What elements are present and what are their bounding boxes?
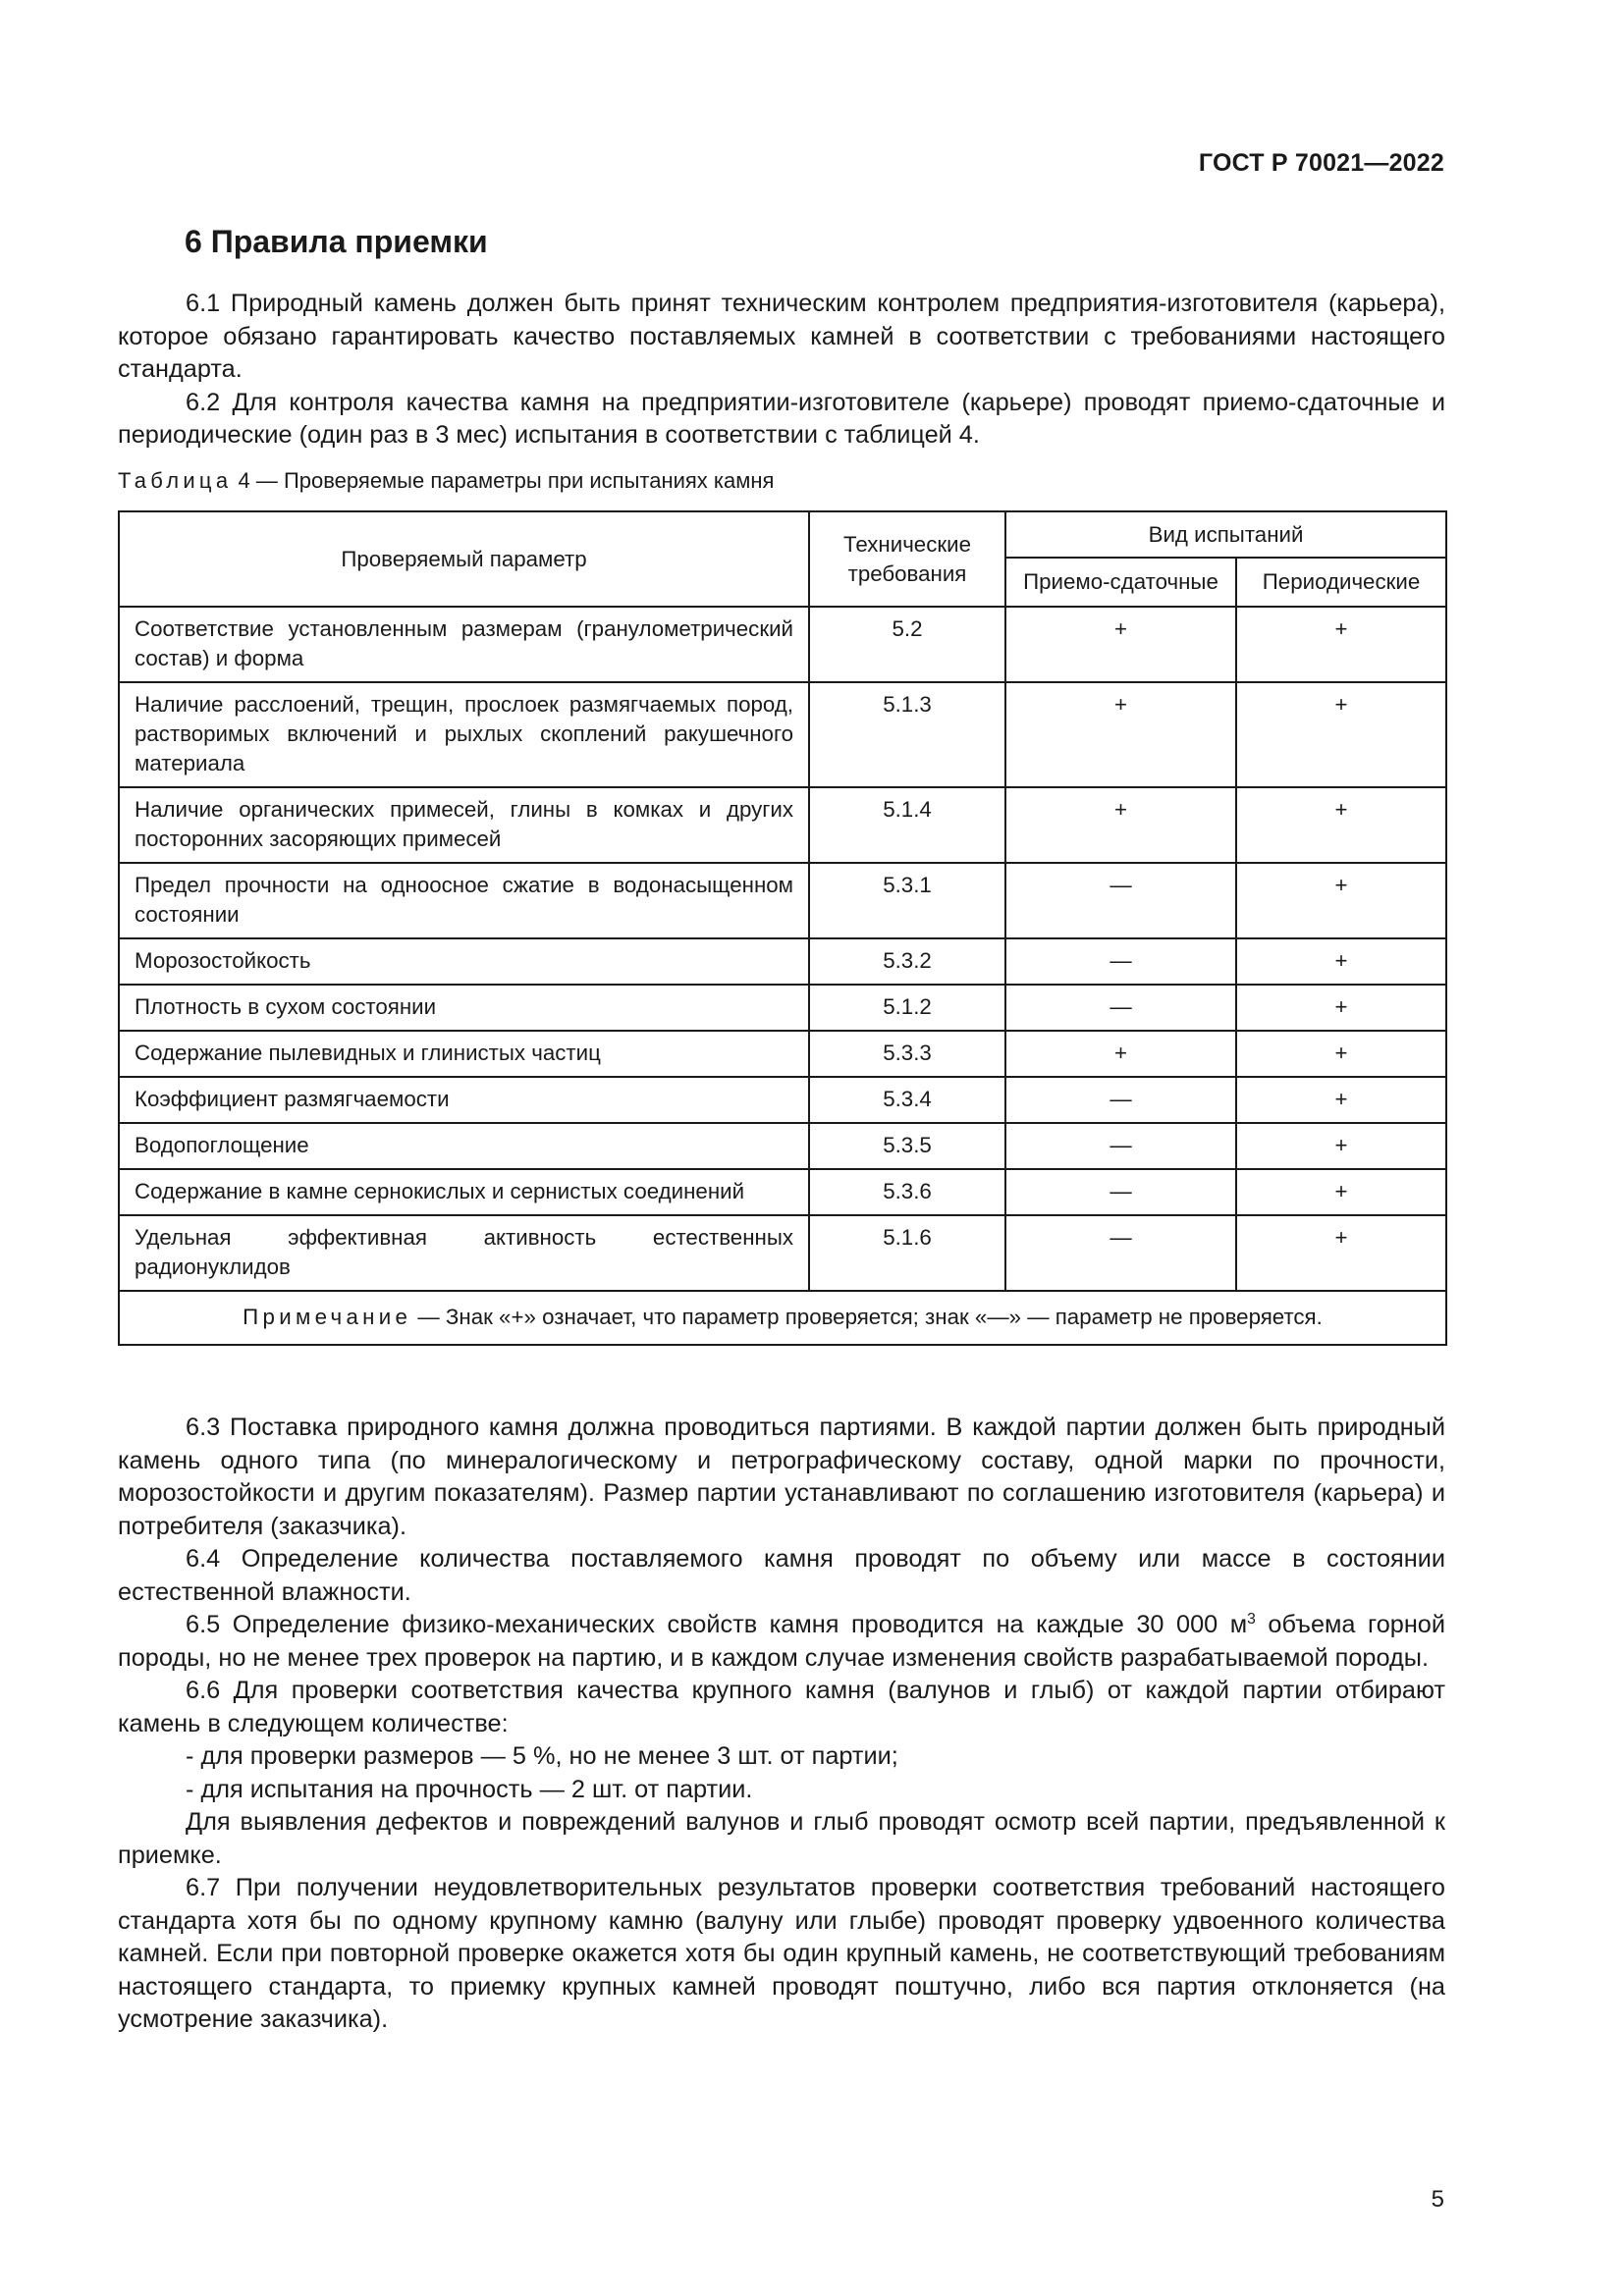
cubic-superscript: 3 <box>1247 1611 1256 1629</box>
table-caption <box>118 468 774 494</box>
cell-periodic: + <box>1236 1215 1446 1291</box>
cell-acceptance: + <box>1005 1031 1236 1077</box>
paragraph-6-3: 6.3 Поставка природного камня должна проводиться партиями. В каждой партии должен быть природный камень одного типа (по минералогическому и петрографическому составу, одной марки по прочности, морозостойкости и другим показателям). Размер партии устанавливают по соглашению изготовителя (карьера) и потребителя (заказчика). <box>118 1414 1445 1540</box>
cell-parameter: Содержание в камне сернокислых и сернистых соединений <box>119 1169 809 1215</box>
cell-periodic: + <box>1236 863 1446 938</box>
intro-paragraphs <box>118 288 1445 453</box>
cell-periodic: + <box>1236 1169 1446 1215</box>
cell-parameter: Предел прочности на одноосное сжатие в водонасыщенном состоянии <box>119 863 809 938</box>
table-row <box>119 938 1446 985</box>
cell-requirement: 5.3.1 <box>809 863 1005 938</box>
cell-parameter: Морозостойкость <box>119 938 809 985</box>
table-caption-label: Таблица <box>118 468 233 493</box>
cell-acceptance: — <box>1005 1215 1236 1291</box>
cell-parameter: Наличие органических примесей, глины в комках и других посторонних засоряющих примесей <box>119 787 809 863</box>
cell-periodic: + <box>1236 1077 1446 1123</box>
cell-acceptance: — <box>1005 938 1236 985</box>
table-row <box>119 1031 1446 1077</box>
table-header-row <box>119 511 1446 558</box>
cell-requirement: 5.3.5 <box>809 1123 1005 1169</box>
table-row <box>119 1215 1446 1291</box>
table-note-row <box>119 1291 1446 1345</box>
cell-parameter: Коэффициент размягчаемости <box>119 1077 809 1123</box>
note-text: — Знак «+» означает, что параметр проверяется; знак «—» — параметр не проверяется. <box>411 1305 1323 1329</box>
parameters-table <box>118 510 1447 1346</box>
table-row <box>119 787 1446 863</box>
section-title: 6 Правила приемки <box>185 224 488 259</box>
table-row <box>119 863 1446 938</box>
list-item: - для проверки размеров — 5 %, но не менее 3 шт. от партии; <box>186 1742 898 1770</box>
note-label: Примечание <box>243 1305 412 1329</box>
cell-requirement: 5.3.6 <box>809 1169 1005 1215</box>
cell-periodic: + <box>1236 787 1446 863</box>
paragraph-6-5-start: 6.5 Определение физико-механических свойств камня проводится на каждые 30 000 м <box>186 1611 1248 1638</box>
cell-parameter: Содержание пылевидных и глинистых частиц <box>119 1031 809 1077</box>
cell-parameter: Наличие расслоений, трещин, прослоек размягчаемых пород, растворимых включений и рыхлых скоплений ракушечного материала <box>119 682 809 787</box>
cell-acceptance: — <box>1005 1077 1236 1123</box>
cell-requirement: 5.1.6 <box>809 1215 1005 1291</box>
cell-requirement: 5.1.2 <box>809 985 1005 1031</box>
standard-code: ГОСТ Р 70021—2022 <box>1198 149 1444 177</box>
table-caption-text: 4 — Проверяемые параметры при испытаниях камня <box>238 468 775 493</box>
list-item: - для испытания на прочность — 2 шт. от партии. <box>186 1775 753 1803</box>
table-row <box>119 1123 1446 1169</box>
paragraph-6-4: 6.4 Определение количества поставляемого камня проводят по объему или массе в состоянии естественной влажности. <box>118 1545 1445 1606</box>
paragraph-6-2: 6.2 Для контроля качества камня на предприятии-изготовителе (карьере) проводят приемо-сдаточные и периодические (один раз в 3 мес) испытания в соответствии с таблицей 4. <box>118 388 1445 449</box>
paragraph-6-6-continuation: Для выявления дефектов и повреждений валунов и глыб проводят осмотр всей партии, предъявленной к приемке. <box>118 1808 1445 1869</box>
cell-parameter: Соответствие установленным размерам (гранулометрический состав) и форма <box>119 607 809 682</box>
cell-requirement: 5.1.4 <box>809 787 1005 863</box>
cell-parameter: Водопоглощение <box>119 1123 809 1169</box>
cell-requirement: 5.3.2 <box>809 938 1005 985</box>
cell-acceptance: — <box>1005 1169 1236 1215</box>
paragraph-6-7: 6.7 При получении неудовлетворительных результатов проверки соответствия требований настоящего стандарта хотя бы по одному крупному камню (валуну или глыбе) проводят проверку удвоенного количества камней. Если при повторной проверке окажется хотя бы один крупный камень, не соответствующий требованиям настоящего стандарта, то приемку крупных камней проводят поштучно, либо вся партия отклоняется (на усмотрение заказчика). <box>118 1874 1445 2033</box>
header-periodic: Периодические <box>1236 558 1446 607</box>
table-row <box>119 682 1446 787</box>
cell-periodic: + <box>1236 985 1446 1031</box>
cell-requirement: 5.2 <box>809 607 1005 682</box>
header-acceptance: Приемо-сдаточные <box>1005 558 1236 607</box>
cell-acceptance: + <box>1005 682 1236 787</box>
cell-acceptance: + <box>1005 607 1236 682</box>
header-requirements: Технические требования <box>809 511 1005 607</box>
cell-parameter: Плотность в сухом состоянии <box>119 985 809 1031</box>
cell-requirement: 5.1.3 <box>809 682 1005 787</box>
paragraph-6-1: 6.1 Природный камень должен быть принят техническим контролем предприятия-изготовителя (карьера), которое обязано гарантировать качество поставляемых камней в соответствии с требованиями настоящего стандарта. <box>118 290 1445 383</box>
cell-acceptance: — <box>1005 1123 1236 1169</box>
cell-acceptance: + <box>1005 787 1236 863</box>
header-test-type: Вид испытаний <box>1005 511 1446 558</box>
table-row <box>119 985 1446 1031</box>
page-number: 5 <box>1431 2186 1444 2213</box>
cell-acceptance: — <box>1005 985 1236 1031</box>
cell-requirement: 5.3.4 <box>809 1077 1005 1123</box>
cell-periodic: + <box>1236 1031 1446 1077</box>
cell-acceptance: — <box>1005 863 1236 938</box>
header-parameter: Проверяемый параметр <box>119 511 809 607</box>
cell-periodic: + <box>1236 1123 1446 1169</box>
paragraph-6-5 <box>118 1609 1445 1675</box>
table-row <box>119 607 1446 682</box>
cell-periodic: + <box>1236 938 1446 985</box>
cell-requirement: 5.3.3 <box>809 1031 1005 1077</box>
cell-parameter: Удельная эффективная активность естественных радионуклидов <box>119 1215 809 1291</box>
cell-periodic: + <box>1236 682 1446 787</box>
paragraph-6-5-end: объема горной породы, но не менее трех проверок на партию, и в каждом случае изменения свойств разрабатываемой породы. <box>118 1611 1446 1672</box>
table-note <box>119 1291 1446 1345</box>
cell-periodic: + <box>1236 607 1446 682</box>
lower-paragraphs <box>118 1412 1445 2037</box>
paragraph-6-6: 6.6 Для проверки соответствия качества крупного камня (валунов и глыб) от каждой партии отбирают камень в следующем количестве: <box>118 1677 1445 1737</box>
table-row <box>119 1169 1446 1215</box>
table-row <box>119 1077 1446 1123</box>
